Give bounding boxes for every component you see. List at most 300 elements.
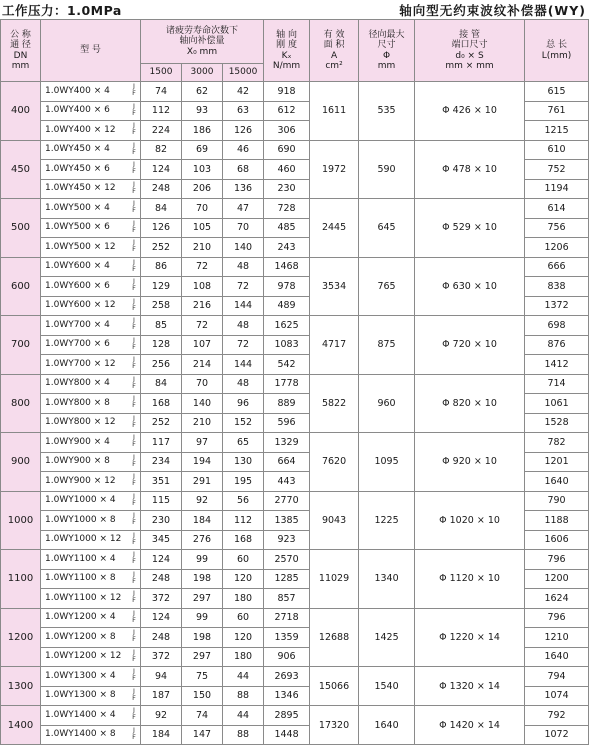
table-row — [1, 374, 589, 394]
stiffness-cell: 542 — [264, 355, 310, 375]
length-cell: 792 — [525, 706, 589, 726]
jf-j: J — [133, 628, 135, 636]
comp-3000-cell: 74 — [182, 706, 223, 726]
comp-1500-cell: 252 — [141, 413, 182, 433]
dn-header: 公 称 通 径 DN mm — [1, 20, 41, 82]
length-cell: 1072 — [525, 725, 589, 745]
length-cell: 1074 — [525, 686, 589, 706]
model-label: 1.0WY450 × 12 — [45, 183, 116, 194]
stiffness-cell: 243 — [264, 238, 310, 258]
length-cell: 796 — [525, 608, 589, 628]
jf-f: F — [132, 713, 136, 721]
comp-15000-cell: 48 — [223, 374, 264, 394]
jf-f: F — [132, 635, 136, 643]
jf-j: J — [133, 530, 135, 539]
stiffness-cell: 306 — [264, 121, 310, 141]
fatigue-col-1500: 1500 — [141, 64, 182, 82]
jf-f: F — [132, 147, 136, 156]
comp-3000-cell: 108 — [182, 277, 223, 297]
model-label: 1.0WY1200 × 8 — [45, 631, 116, 642]
comp-1500-cell: 230 — [141, 511, 182, 531]
jf-f: F — [132, 323, 136, 331]
spec-table — [0, 19, 589, 745]
stiffness-cell: 1329 — [264, 433, 310, 453]
stiffness-cell: 485 — [264, 218, 310, 238]
length-cell: 1215 — [525, 121, 589, 141]
stiffness-cell: 690 — [264, 140, 310, 160]
model-label: 1.0WY800 × 8 — [45, 397, 110, 408]
pipe-cell: Φ 1220 × 14 — [415, 608, 525, 667]
stiffness-cell: 923 — [264, 530, 310, 550]
jf-f: F — [132, 206, 136, 214]
jf-mark — [131, 103, 137, 117]
jf-j: J — [133, 179, 135, 188]
comp-3000-cell: 92 — [182, 491, 223, 511]
diameter-cell: 1340 — [359, 550, 415, 609]
comp-15000-cell: 60 — [223, 608, 264, 628]
jf-mark — [131, 454, 137, 468]
comp-15000-cell: 168 — [223, 530, 264, 550]
jf-f: F — [132, 89, 136, 97]
comp-15000-cell: 180 — [223, 647, 264, 667]
comp-3000-cell: 210 — [182, 238, 223, 258]
model-cell — [41, 160, 141, 180]
diameter-cell: 1640 — [359, 706, 415, 745]
model-label: 1.0WY600 × 12 — [45, 300, 116, 311]
length-cell: 1061 — [525, 394, 589, 414]
jf-mark — [131, 707, 137, 721]
model-label: 1.0WY900 × 4 — [45, 436, 110, 447]
comp-1500-cell: 224 — [141, 121, 182, 141]
comp-15000-cell: 63 — [223, 101, 264, 121]
model-cell — [41, 238, 141, 258]
jf-f: F — [132, 693, 136, 702]
stiffness-cell: 664 — [264, 452, 310, 472]
length-cell: 838 — [525, 277, 589, 297]
comp-15000-cell: 56 — [223, 491, 264, 511]
area-cell: 1611 — [310, 82, 359, 141]
comp-15000-cell: 44 — [223, 706, 264, 726]
comp-15000-cell: 47 — [223, 199, 264, 219]
comp-15000-cell: 48 — [223, 316, 264, 336]
jf-mark — [131, 161, 137, 175]
model-cell — [41, 608, 141, 628]
model-label: 1.0WY500 × 4 — [45, 202, 110, 213]
stiffness-cell: 460 — [264, 160, 310, 180]
comp-3000-cell: 105 — [182, 218, 223, 238]
jf-j: J — [133, 374, 135, 383]
comp-1500-cell: 248 — [141, 628, 182, 648]
comp-15000-cell: 46 — [223, 140, 264, 160]
area-cell: 2445 — [310, 199, 359, 258]
comp-3000-cell: 276 — [182, 530, 223, 550]
comp-1500-cell: 112 — [141, 101, 182, 121]
comp-3000-cell: 216 — [182, 296, 223, 316]
length-cell: 1640 — [525, 647, 589, 667]
model-cell — [41, 472, 141, 492]
table-header — [1, 20, 589, 82]
stiffness-cell: 978 — [264, 277, 310, 297]
comp-1500-cell: 92 — [141, 706, 182, 726]
comp-1500-cell: 84 — [141, 199, 182, 219]
diameter-cell: 765 — [359, 257, 415, 316]
table-row — [1, 433, 589, 453]
stiffness-cell: 2693 — [264, 667, 310, 687]
comp-1500-cell: 351 — [141, 472, 182, 492]
jf-mark — [131, 590, 137, 604]
length-cell: 1206 — [525, 238, 589, 258]
comp-1500-cell: 117 — [141, 433, 182, 453]
length-cell: 1624 — [525, 589, 589, 609]
comp-3000-cell: 150 — [182, 686, 223, 706]
product-title: 轴向型无约束波纹补偿器(WY) — [399, 3, 586, 18]
comp-3000-cell: 184 — [182, 511, 223, 531]
comp-3000-cell: 75 — [182, 667, 223, 687]
model-label: 1.0WY400 × 12 — [45, 124, 116, 135]
jf-f: F — [132, 381, 136, 390]
model-label: 1.0WY1000 × 12 — [45, 534, 122, 545]
model-label: 1.0WY500 × 12 — [45, 241, 116, 252]
comp-3000-cell: 140 — [182, 394, 223, 414]
stiffness-cell: 443 — [264, 472, 310, 492]
jf-j: J — [133, 82, 135, 90]
area-cell: 4717 — [310, 316, 359, 375]
area-header: 有 效 面 积 A cm² — [310, 20, 359, 82]
comp-15000-cell: 44 — [223, 667, 264, 687]
stiffness-cell: 906 — [264, 647, 310, 667]
model-cell — [41, 550, 141, 570]
comp-15000-cell: 195 — [223, 472, 264, 492]
dn-cell: 800 — [1, 374, 41, 433]
table-row — [1, 199, 589, 219]
comp-3000-cell: 70 — [182, 374, 223, 394]
model-cell — [41, 667, 141, 687]
comp-3000-cell: 72 — [182, 316, 223, 336]
diameter-cell: 960 — [359, 374, 415, 433]
fatigue-col-15000: 15000 — [223, 64, 264, 82]
model-cell — [41, 569, 141, 589]
jf-f: F — [132, 479, 136, 487]
model-label: 1.0WY1300 × 4 — [45, 670, 116, 681]
pipe-cell: Φ 1320 × 14 — [415, 667, 525, 706]
jf-mark — [131, 220, 137, 234]
stiffness-cell: 1448 — [264, 725, 310, 745]
jf-mark — [131, 356, 137, 370]
model-cell — [41, 647, 141, 667]
model-label: 1.0WY700 × 6 — [45, 339, 110, 350]
jf-j: J — [133, 394, 135, 402]
comp-15000-cell: 180 — [223, 589, 264, 609]
model-label: 1.0WY1000 × 8 — [45, 514, 116, 525]
jf-f: F — [132, 108, 136, 117]
table-row — [1, 140, 589, 160]
jf-j: J — [133, 667, 135, 675]
jf-j: J — [133, 140, 135, 149]
comp-1500-cell: 184 — [141, 725, 182, 745]
table-row — [1, 706, 589, 726]
pipe-cell: Φ 426 × 10 — [415, 82, 525, 141]
model-cell — [41, 530, 141, 550]
title-bar — [0, 0, 590, 18]
length-cell: 1200 — [525, 569, 589, 589]
jf-mark — [131, 395, 137, 409]
comp-15000-cell: 144 — [223, 355, 264, 375]
jf-j: J — [133, 296, 135, 305]
comp-3000-cell: 206 — [182, 179, 223, 199]
pipe-cell: Φ 1020 × 10 — [415, 491, 525, 550]
jf-j: J — [133, 257, 135, 266]
model-cell — [41, 277, 141, 297]
area-cell: 5822 — [310, 374, 359, 433]
jf-mark — [131, 434, 137, 448]
length-cell: 796 — [525, 550, 589, 570]
model-label: 1.0WY1300 × 8 — [45, 690, 116, 701]
table-row — [1, 316, 589, 336]
stiffness-cell: 1083 — [264, 335, 310, 355]
stiffness-cell: 2895 — [264, 706, 310, 726]
stiffness-cell: 1359 — [264, 628, 310, 648]
stiffness-cell: 857 — [264, 589, 310, 609]
stiffness-cell: 612 — [264, 101, 310, 121]
stiffness-header: 轴 向 刚 度 Kₓ N/mm — [264, 20, 310, 82]
comp-1500-cell: 129 — [141, 277, 182, 297]
jf-mark — [131, 727, 137, 741]
jf-f: F — [132, 459, 136, 468]
jf-f: F — [132, 732, 136, 741]
comp-3000-cell: 291 — [182, 472, 223, 492]
stiffness-cell: 596 — [264, 413, 310, 433]
comp-3000-cell: 72 — [182, 257, 223, 277]
model-cell — [41, 218, 141, 238]
length-cell: 876 — [525, 335, 589, 355]
jf-mark — [131, 629, 137, 643]
comp-15000-cell: 140 — [223, 238, 264, 258]
comp-3000-cell: 297 — [182, 647, 223, 667]
jf-j: J — [133, 725, 135, 734]
comp-1500-cell: 258 — [141, 296, 182, 316]
model-label: 1.0WY1400 × 8 — [45, 729, 116, 740]
model-cell — [41, 355, 141, 375]
jf-f: F — [132, 284, 136, 292]
diameter-header: 径向最大 尺寸 Φ mm — [359, 20, 415, 82]
diameter-cell: 1095 — [359, 433, 415, 492]
model-label: 1.0WY400 × 6 — [45, 105, 110, 116]
model-cell — [41, 140, 141, 160]
model-cell — [41, 686, 141, 706]
diameter-cell: 535 — [359, 82, 415, 141]
stiffness-cell: 2570 — [264, 550, 310, 570]
length-cell: 610 — [525, 140, 589, 160]
length-cell: 794 — [525, 667, 589, 687]
comp-15000-cell: 72 — [223, 277, 264, 297]
model-label: 1.0WY1100 × 12 — [45, 592, 122, 603]
jf-f: F — [132, 225, 136, 234]
jf-f: F — [132, 186, 136, 195]
model-cell — [41, 628, 141, 648]
length-cell: 614 — [525, 199, 589, 219]
model-label: 1.0WY400 × 4 — [45, 85, 110, 96]
comp-1500-cell: 84 — [141, 374, 182, 394]
jf-j: J — [133, 121, 135, 129]
comp-3000-cell: 69 — [182, 140, 223, 160]
comp-3000-cell: 99 — [182, 608, 223, 628]
diameter-cell: 1225 — [359, 491, 415, 550]
comp-15000-cell: 68 — [223, 160, 264, 180]
table-row — [1, 667, 589, 687]
table-body — [1, 82, 589, 745]
model-label: 1.0WY1200 × 4 — [45, 612, 116, 623]
comp-3000-cell: 93 — [182, 101, 223, 121]
jf-f: F — [132, 576, 136, 585]
pipe-cell: Φ 478 × 10 — [415, 140, 525, 199]
jf-j: J — [133, 550, 135, 558]
jf-f: F — [132, 303, 136, 312]
length-header: 总 长 L(mm) — [525, 20, 589, 82]
jf-f: F — [132, 518, 136, 526]
pipe-cell: Φ 630 × 10 — [415, 257, 525, 316]
comp-1500-cell: 126 — [141, 218, 182, 238]
dn-cell: 400 — [1, 82, 41, 141]
model-label: 1.0WY700 × 12 — [45, 358, 116, 369]
comp-3000-cell: 214 — [182, 355, 223, 375]
stiffness-cell: 489 — [264, 296, 310, 316]
diameter-cell: 645 — [359, 199, 415, 258]
area-cell: 1972 — [310, 140, 359, 199]
table-row — [1, 608, 589, 628]
length-cell: 1528 — [525, 413, 589, 433]
jf-f: F — [132, 498, 136, 507]
dn-cell: 1100 — [1, 550, 41, 609]
length-cell: 714 — [525, 374, 589, 394]
model-cell — [41, 179, 141, 199]
jf-f: F — [132, 420, 136, 429]
comp-3000-cell: 103 — [182, 160, 223, 180]
model-label: 1.0WY1000 × 4 — [45, 495, 116, 506]
jf-mark — [131, 493, 137, 507]
jf-f: F — [132, 167, 136, 175]
comp-1500-cell: 187 — [141, 686, 182, 706]
table-row — [1, 550, 589, 570]
jf-mark — [131, 610, 137, 624]
working-pressure-title: 工作压力：1.0MPa — [2, 3, 122, 18]
comp-1500-cell: 234 — [141, 452, 182, 472]
jf-mark — [131, 415, 137, 429]
length-cell: 752 — [525, 160, 589, 180]
diameter-cell: 590 — [359, 140, 415, 199]
comp-1500-cell: 86 — [141, 257, 182, 277]
comp-1500-cell: 248 — [141, 569, 182, 589]
stiffness-cell: 1778 — [264, 374, 310, 394]
length-cell: 1412 — [525, 355, 589, 375]
model-cell — [41, 101, 141, 121]
jf-j: J — [133, 316, 135, 324]
model-header: 型 号 — [41, 20, 141, 82]
area-cell: 12688 — [310, 608, 359, 667]
comp-15000-cell: 120 — [223, 569, 264, 589]
comp-1500-cell: 94 — [141, 667, 182, 687]
comp-1500-cell: 82 — [141, 140, 182, 160]
comp-1500-cell: 115 — [141, 491, 182, 511]
dn-cell: 1200 — [1, 608, 41, 667]
jf-f: F — [132, 557, 136, 565]
model-cell — [41, 511, 141, 531]
comp-15000-cell: 88 — [223, 686, 264, 706]
fatigue-header: 诸疲劳寿命次数下 轴向补偿量 X₀ mm — [141, 20, 264, 64]
comp-3000-cell: 107 — [182, 335, 223, 355]
model-label: 1.0WY500 × 6 — [45, 222, 110, 233]
comp-1500-cell: 345 — [141, 530, 182, 550]
model-cell — [41, 374, 141, 394]
model-cell — [41, 433, 141, 453]
jf-f: F — [132, 401, 136, 409]
jf-j: J — [133, 218, 135, 227]
jf-mark — [131, 298, 137, 312]
comp-15000-cell: 70 — [223, 218, 264, 238]
comp-15000-cell: 65 — [223, 433, 264, 453]
dn-cell: 1300 — [1, 667, 41, 706]
jf-j: J — [133, 160, 135, 168]
jf-mark — [131, 532, 137, 546]
dn-cell: 450 — [1, 140, 41, 199]
comp-1500-cell: 256 — [141, 355, 182, 375]
comp-1500-cell: 372 — [141, 589, 182, 609]
jf-mark — [131, 259, 137, 273]
jf-j: J — [133, 101, 135, 110]
model-label: 1.0WY600 × 4 — [45, 261, 110, 272]
comp-1500-cell: 168 — [141, 394, 182, 414]
jf-f: F — [132, 128, 136, 136]
area-cell: 9043 — [310, 491, 359, 550]
comp-15000-cell: 126 — [223, 121, 264, 141]
jf-mark — [131, 668, 137, 682]
length-cell: 1188 — [525, 511, 589, 531]
length-cell: 756 — [525, 218, 589, 238]
stiffness-cell: 728 — [264, 199, 310, 219]
comp-15000-cell: 88 — [223, 725, 264, 745]
jf-j: J — [133, 433, 135, 441]
model-label: 1.0WY800 × 12 — [45, 417, 116, 428]
comp-3000-cell: 147 — [182, 725, 223, 745]
length-cell: 1372 — [525, 296, 589, 316]
model-label: 1.0WY800 × 4 — [45, 378, 110, 389]
stiffness-cell: 1625 — [264, 316, 310, 336]
jf-j: J — [133, 199, 135, 207]
model-cell — [41, 296, 141, 316]
stiffness-cell: 1385 — [264, 511, 310, 531]
stiffness-cell: 1346 — [264, 686, 310, 706]
comp-15000-cell: 60 — [223, 550, 264, 570]
jf-j: J — [133, 472, 135, 480]
model-cell — [41, 335, 141, 355]
pipe-cell: Φ 1120 × 10 — [415, 550, 525, 609]
jf-f: F — [132, 654, 136, 663]
model-cell — [41, 316, 141, 336]
jf-f: F — [132, 615, 136, 624]
pipe-cell: Φ 1420 × 14 — [415, 706, 525, 745]
stiffness-cell: 889 — [264, 394, 310, 414]
area-cell: 11029 — [310, 550, 359, 609]
comp-1500-cell: 372 — [141, 647, 182, 667]
model-cell — [41, 257, 141, 277]
model-cell — [41, 491, 141, 511]
jf-j: J — [133, 511, 135, 519]
model-label: 1.0WY600 × 6 — [45, 280, 110, 291]
dn-cell: 900 — [1, 433, 41, 492]
comp-15000-cell: 136 — [223, 179, 264, 199]
jf-mark — [131, 337, 137, 351]
model-label: 1.0WY900 × 12 — [45, 475, 116, 486]
model-label: 1.0WY1100 × 4 — [45, 553, 116, 564]
